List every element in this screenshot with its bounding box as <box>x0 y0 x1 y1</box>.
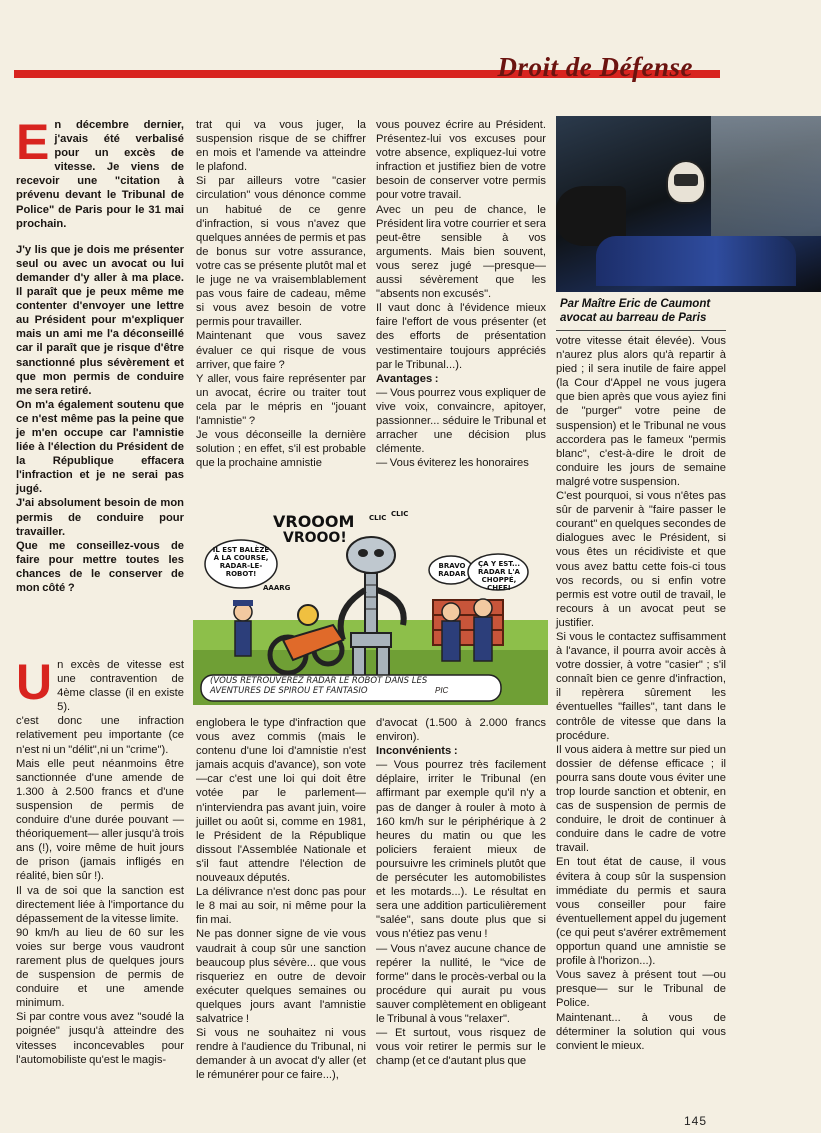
sfx-clic-2: CLIC <box>391 510 409 518</box>
dropcap-u: U <box>16 654 53 710</box>
sfx-vroooom: VROOOM <box>273 512 355 531</box>
section-title: Droit de Défense <box>497 52 693 82</box>
paragraph: On m'a également soutenu que ce n'est même pas la peine que je m'en occupe car l'amnistie liée à l'élection du Président de la République effacera l'infraction et je ne serai pas jugé. <box>16 398 184 496</box>
paragraph: J'ai absolument besoin de mon permis de conduire pour travailler. <box>16 497 184 538</box>
paragraph: — Vous éviterez les honoraires <box>376 457 529 470</box>
paragraph: Si par ailleurs votre "casier circulation" vous dénonce comme un habitué de ce genre d'infraction, si vous n'avez que quelques années de permis et pas de bonus sur votre assurance, votre cas se présente plutôt mal et le juge ne va vraisemblablement pas vous faire de cadeau, même si vous avez besoin de votre permis pour travailler. <box>196 175 366 329</box>
column-4 <box>556 334 726 1053</box>
paragraph: Il vaut donc à l'évidence mieux faire l'effort de vous présenter (et des efforts de présentation vestimentaire toujours appréciés par le Tribunal...). <box>376 302 546 371</box>
paragraph: J'y lis que je dois me présenter seul ou avec un avocat ou lui demander d'y aller à ma place. Il paraît que je peux même me contenter d'envoyer une lettre au Président pour m'expliquer mais un ami me l'a déconseillé car il paraît que je risque d'être sanctionné plus sévèrement et que mon permis de conduire me sera retiré. <box>16 243 184 397</box>
column-2-lower <box>196 716 366 1082</box>
paragraph: — Et surtout, vous risquez de vous voir retirer le permis sur le champ (et ce d'autant plus que <box>376 1027 546 1068</box>
paragraph: Maintenant que vous savez évaluer ce qui risque de vous arriver, que faire ? <box>196 330 366 371</box>
column-1-answer <box>16 654 184 1067</box>
speech-bubble-bravo: BRAVO RADAR <box>438 562 466 578</box>
paragraph: En tout état de cause, il vous évitera à coup sûr la suspension immédiate du permis et saura vous conseiller pour faire éventuellement appel du jugement (ce qui peut s'avérer extrêmement opportun quand une amnistie se profile à l'horizon...). <box>556 856 726 968</box>
paragraph: — Vous pourrez vous expliquer de vive voix, convaincre, apitoyer, passionner... séduire le Tribunal et arracher une décision plus clémente. <box>376 386 546 456</box>
paragraph: Il vous aidera à mettre sur pied un dossier de défense efficace ; il pourra sans doute vous éviter une trop lourde sanction et obtenir, en cas de suspension de permis de conduire, le droit de continuer à conduire dans le cadre de votre travail. <box>556 743 726 855</box>
paragraph: c'est donc une infraction relativement peu importante (ce n'est ni un "délit",ni un "crime"). <box>16 715 184 756</box>
paragraph: vous pouvez écrire au Président. Présentez-lui vos excuses pour votre absence, expliquez-lui votre infraction et justifiez bien de votre besoin de conserver votre permis pour votre travail. <box>376 119 546 202</box>
author-photo <box>556 116 821 292</box>
paragraph: englobera le type d'infraction que vous avez commis (mais le contenu d'une loi d'amnistie n'est jamais acquis d'avance), son vote —car c'est une loi qui doit être votée par le parlement—n'interviendra pas avant juin, voire juillet ou août si, comme en 1981, le Président de la République dissout l'Assemblée Nationale et s'il faut attendre l'élection de nouveaux députés. <box>196 717 366 885</box>
paragraph: Si vous ne souhaitez ni vous rendre à l'audience du Tribunal, ni demander à un avocat d'y aller (et le rémunérer pour ce faire...), <box>196 1027 366 1082</box>
paragraph: — Vous pourrez très facilement déplaire, irriter le Tribunal (en affirmant par exemple qu'il n'y a pas de danger à rouler à moto à 160 km/h sur le périphérique à 2 heures du matin ou que les policiers feraient mieux de poursuivre les criminels plutôt que de persécuter les automobilistes et les motards...). Le résultat en sera une addition particulièrement "salée", sans doute plus que si vous n'étiez pas venu ! <box>376 759 546 941</box>
paragraph: Si vous le contactez suffisamment à l'avance, il pourra avoir accès à votre dossier, à votre "casier" ; s'il connaît bien ce genre d'infraction, il repèrera sûrement les éventuelles "failles", tant dans le contrôle de vitesse que dans la procédure. <box>556 630 726 742</box>
cartoon-drawing <box>193 500 548 705</box>
photo-visor <box>674 174 698 186</box>
paragraph: Je vous déconseille la dernière solution ; en effet, s'il est probable que la prochaine amnistie <box>196 429 366 470</box>
photo-sky <box>711 116 821 236</box>
paragraph: Il va de soi que la sanction est directement liée à l'importance du dépassement de la vitesse limite. <box>16 884 184 925</box>
subhead-inconvenients: Inconvénients : <box>376 745 458 758</box>
paragraph: n décembre dernier, j'avais été verbalisé pour un excès de vitesse. Je viens de recevoir une "citation à prévenu devant le Tribunal de Police" de Paris pour le 31 mai prochain. <box>16 119 184 230</box>
photo-motorbike <box>596 236 796 286</box>
paragraph: La délivrance n'est donc pas pour le 8 mai au soir, ni même pour la fin mai. <box>196 886 366 927</box>
sfx-aaarg: AAARG <box>263 584 291 592</box>
cartoon-caption: (VOUS RETROUVEREZ RADAR LE ROBOT DANS LES AVENTURES DE SPIROU ET FANTASIO <box>210 676 428 696</box>
paragraph: Vous savez à présent tout —ou presque— sur le Tribunal de Police. <box>556 969 726 1010</box>
sfx-clic-1: CLIC <box>369 514 387 522</box>
paragraph: Mais elle peut néanmoins être sanctionnée d'une amende de 1.300 à 2.500 francs et d'une suspension de permis de conduire d'une durée pouvant —théoriquement— aller jusqu'à trois ans (!), voire même de huit jours de prison (jamais infligés en réalité, bien sûr !). <box>16 757 184 883</box>
paragraph: votre vitesse était élevée). Vous n'aurez plus alors qu'à repartir à pied ; il sera inutile de faire appel (la Cour d'Appel ne vous jugera que bien après que vous ayiez fini de "purger" votre peine de suspension) et le Tribunal ne vous accordera pas le fameux "permis blanc", c'est-à-dire le droit de conduire les jours de semaine malgré votre suspension. <box>556 335 726 488</box>
cartoon-signature: PIC <box>435 686 449 695</box>
speech-bubble-chef: ÇA Y EST... RADAR L'A CHOPPÉ, CHEF! <box>477 560 520 592</box>
page-number: 145 <box>684 1114 708 1128</box>
dropcap-e: E <box>16 114 50 170</box>
photo-caption <box>560 297 730 325</box>
column-3 <box>376 118 546 470</box>
column-3-lower <box>376 716 546 1068</box>
speech-bubble-left: IL EST BALÈZE À LA COURSE, RADAR-LE-ROBOT! <box>212 546 270 578</box>
column-2 <box>196 118 366 470</box>
paragraph: Y aller, vous faire représenter par un avocat, écrire ou traiter tout cela par le mépris en "jouant l'amnistie" ? <box>196 372 366 427</box>
caption-role: avocat au barreau de Paris <box>560 312 707 324</box>
paragraph: 90 km/h au lieu de 60 sur les voies sur berge vous vaudront rarement plus de quelques jours de suspension de permis de conduire et une amende minimum. <box>16 926 184 1010</box>
paragraph: — Vous n'avez aucune chance de repérer la nullité, le "vice de forme" dans le procès-verbal ou la procédure qui aurait pu vous sauver complètement en obligeant le Tribunal à vous "relaxer". <box>376 942 546 1025</box>
caption-author: Par Maître Eric de Caumont <box>560 298 711 310</box>
sfx-vrooo: VROOO! <box>283 530 347 546</box>
cartoon-illustration <box>193 500 548 705</box>
subhead-avantages: Avantages : <box>376 372 439 385</box>
caption-rule <box>556 330 726 331</box>
paragraph: Si par contre vous avez "soudé la poignée" jusqu'à atteindre des vitesses inconcevables pour l'automobiliste qu'est le magis- <box>16 1011 184 1066</box>
paragraph: Ne pas donner signe de vie vous vaudrait à coup sûr une sanction beaucoup plus sévère... que vous risqueriez en outre de devoir exécuter quelques semaines ou quelques jours avant l'amnistie salvatrice ! <box>196 928 366 1025</box>
paragraph: C'est pourquoi, si vous n'êtes pas sûr de parvenir à "faire passer le courant" en quelques secondes de dialogues avec le Président, si vous êtes un récidiviste et que vous avez battu cette fois-ci tous vos records, ou si enfin votre permis est votre outil de travail, le recours à un avocat peut se justifier. <box>556 490 726 629</box>
paragraph: Que me conseillez-vous de faire pour mettre toutes les chances de le conserver de mon côté ? <box>16 539 184 594</box>
paragraph: d'avocat (1.500 à 2.000 francs environ). <box>376 717 546 744</box>
paragraph: trat qui va vous juger, la suspension risque de se chiffrer en mois et l'amende va atteindre le plafond. <box>196 119 366 174</box>
paragraph: Avec un peu de chance, le Président lira votre courrier et sera peut-être sensible à vos arguments. Mais bien souvent, vous serez jugé —presque— aussi sévèrement que les "absents non excusés". <box>376 203 546 301</box>
paragraph: n excès de vitesse est une contravention de 4ème classe (il en existe 5). <box>57 659 184 714</box>
column-1-question <box>16 114 184 595</box>
paragraph: Maintenant... à vous de déterminer la solution qui vous convient le mieux. <box>556 1011 726 1052</box>
